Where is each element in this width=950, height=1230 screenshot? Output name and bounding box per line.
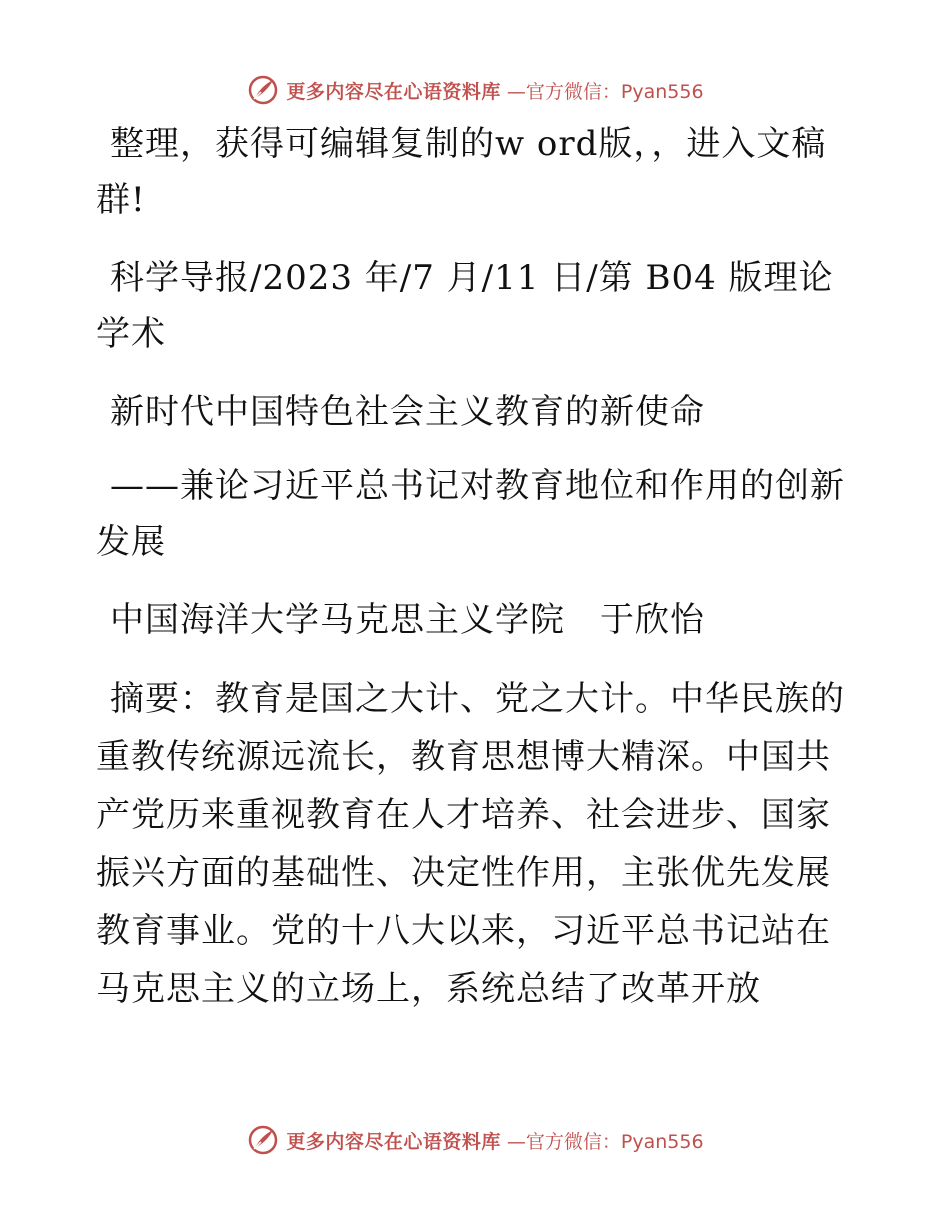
feather-pen-logo-icon [246,73,280,107]
article-subtitle: ——兼论习近平总书记对教育地位和作用的创新发展 [96,466,845,562]
watermark-brand-text: 更多内容尽在心语资料库 [286,1130,501,1153]
article-title: 新时代中国特色社会主义教育的新使命 [110,392,705,432]
intro-note: 整理，获得可编辑复制的w ord版，，进入文稿群! [96,124,827,220]
footer-watermark [0,1120,950,1160]
watermark-contact-text: —官方微信：Pyan556 [506,80,704,103]
document-body [96,116,856,1040]
author-line: 中国海洋大学马克思主义学院 于欣怡 [110,600,705,640]
watermark-contact-text: —官方微信：Pyan556 [506,1130,704,1153]
abstract-paragraph: 摘要：教育是国之大计、党之大计。中华民族的重教传统源远流长，教育思想博大精深。中国共产党历来重视教育在人才培养、社会进步、国家振兴方面的基础性、决定性作用，主张优先发展教育事业。党的十八大以来，习近平总书记站在马克思主义的立场上，系统总结了改革开放 [96,679,845,1009]
watermark-brand-text: 更多内容尽在心语资料库 [286,80,501,103]
header-watermark [0,70,950,110]
source-line: 科学导报/2023 年/7 月/11 日/第 B04 版理论学术 [96,258,834,354]
feather-pen-logo-icon [246,1123,280,1157]
